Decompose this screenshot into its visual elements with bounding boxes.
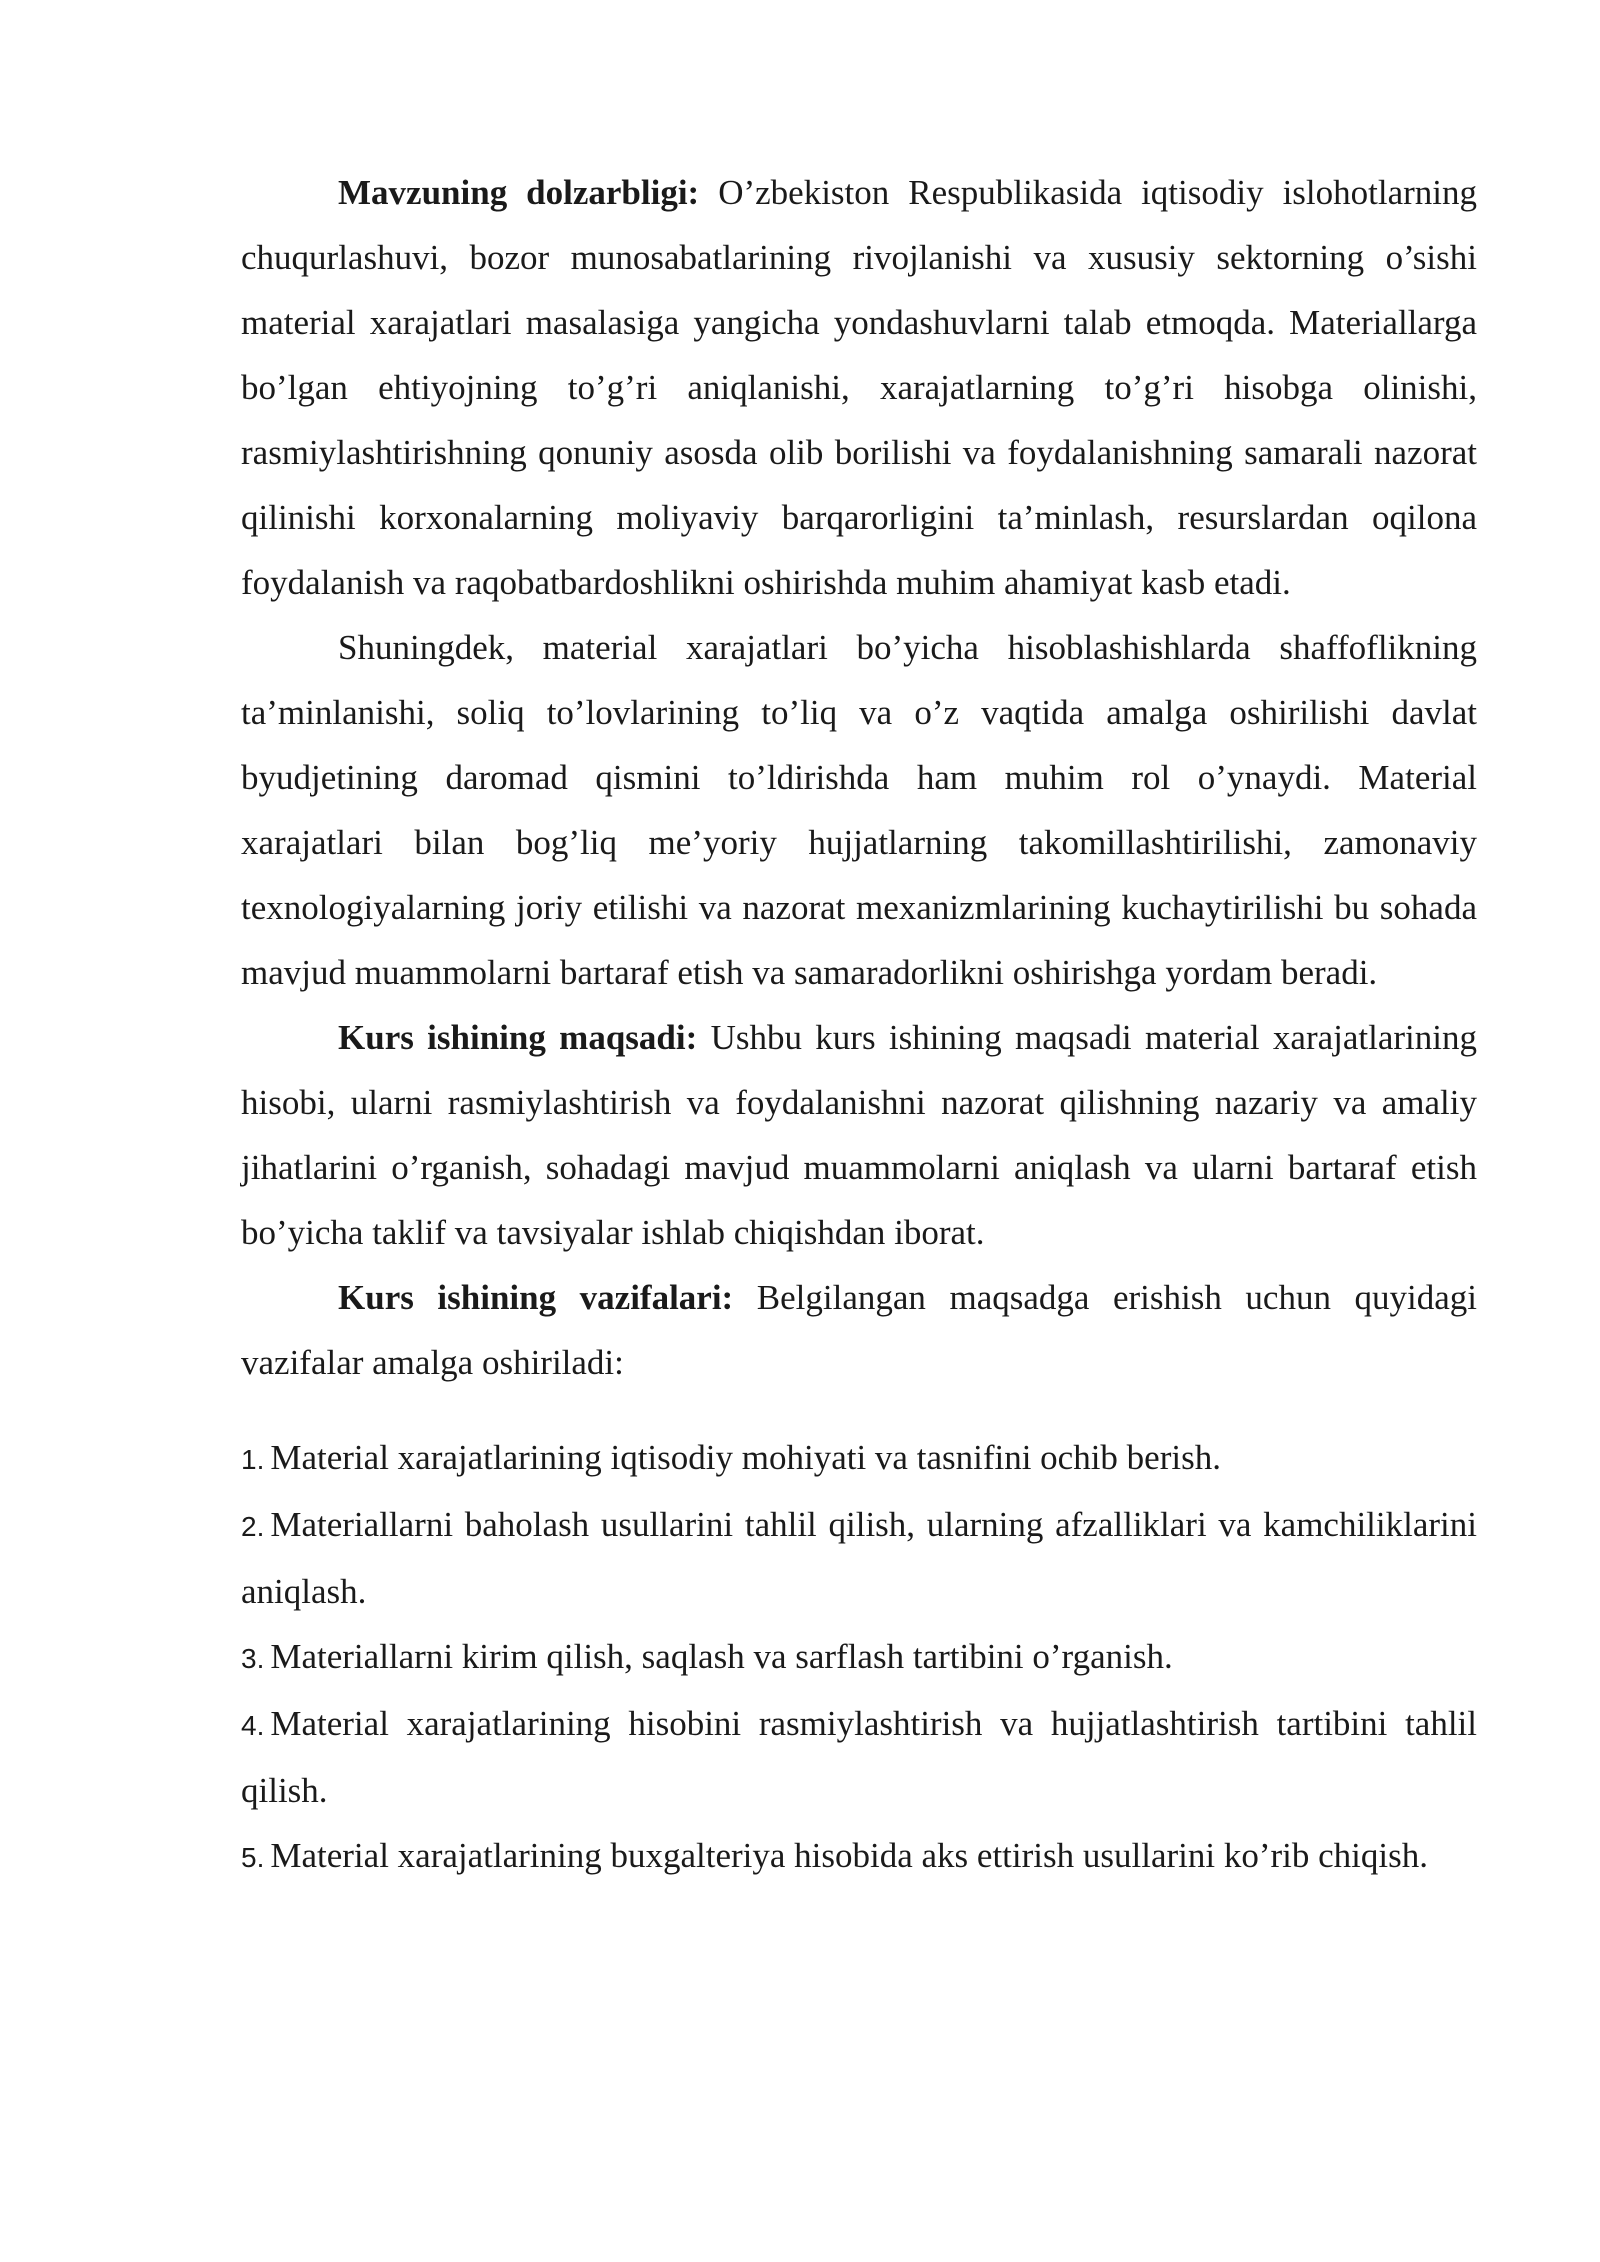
paragraph-additional xyxy=(241,615,1477,1005)
heading-tasks: Kurs ishining vazifalari: xyxy=(338,1278,734,1317)
tasks-list xyxy=(241,1425,1477,1890)
list-number: 5. xyxy=(241,1842,265,1873)
text-additional: Shuningdek, material xarajatlari bo’yicha hisoblashishlarda shaffoflikning ta’minlanishi, soliq to’lovlarining to’liq va o’z vaqtida amalga oshirilishi davlat byudjetining daromad qismini to’ldirishda ham muhim rol o’ynaydi. Material xarajatlari bilan bog’liq me’yoriy hujjatlarning takomillashtirilishi, zamonaviy texnologiyalarning joriy etilishi va nazorat mexanizmlarining kuchaytirilishi bu sohada mavjud muammolarni bartaraf etish va samaradorlikni oshirishga yordam beradi. xyxy=(241,628,1477,992)
paragraph-goal xyxy=(241,1005,1477,1265)
list-item xyxy=(241,1691,1477,1823)
paragraph-relevance xyxy=(241,160,1477,615)
list-text: Material xarajatlarining hisobini rasmiylashtirish va hujjatlashtirish tartibini tahlil qilish. xyxy=(241,1704,1477,1810)
list-number: 4. xyxy=(241,1710,265,1741)
list-item xyxy=(241,1823,1477,1890)
heading-goal: Kurs ishining maqsadi: xyxy=(338,1018,698,1057)
paragraph-tasks xyxy=(241,1265,1477,1395)
list-text: Materiallarni kirim qilish, saqlash va sarflash tartibini o’rganish. xyxy=(270,1637,1173,1676)
list-number: 3. xyxy=(241,1643,265,1674)
list-item xyxy=(241,1624,1477,1691)
document-page xyxy=(241,160,1477,1890)
list-number: 1. xyxy=(241,1444,265,1475)
list-text: Material xarajatlarining buxgalteriya hisobida aks ettirish usullarini ko’rib chiqish. xyxy=(270,1836,1428,1875)
list-item xyxy=(241,1425,1477,1492)
text-relevance: O’zbekiston Respublikasida iqtisodiy islohotlarning chuqurlashuvi, bozor munosabatlarining rivojlanishi va xususiy sektorning o’sishi material xarajatlari masalasiga yangicha yondashuvlarni talab etmoqda. Materiallarga bo’lgan ehtiyojning to’g’ri aniqlanishi, xarajatlarning to’g’ri hisobga olinishi, rasmiylashtirishning qonuniy asosda olib borilishi va foydalanishning samarali nazorat qilinishi korxonalarning moliyaviy barqarorligini ta’minlash, resurslardan oqilona foydalanish va raqobatbardoshlikni oshirishda muhim ahamiyat kasb etadi. xyxy=(241,173,1477,602)
list-item xyxy=(241,1492,1477,1624)
text-tasks: Belgilangan maqsadga erishish uchun quyidagi vazifalar amalga oshiriladi: xyxy=(241,1278,1477,1382)
text-goal: Ushbu kurs ishining maqsadi material xarajatlarining hisobi, ularni rasmiylashtirish va foydalanishni nazorat qilishning nazariy va amaliy jihatlarini o’rganish, sohadagi mavjud muammolarni aniqlash va ularni bartaraf etish bo’yicha taklif va tavsiyalar ishlab chiqishdan iborat. xyxy=(241,1018,1478,1252)
list-number: 2. xyxy=(241,1511,265,1542)
heading-relevance: Mavzuning dolzarbligi: xyxy=(338,173,700,212)
list-text: Material xarajatlarining iqtisodiy mohiyati va tasnifini ochib berish. xyxy=(270,1438,1221,1477)
list-text: Materiallarni baholash usullarini tahlil qilish, ularning afzalliklari va kamchiliklarini aniqlash. xyxy=(241,1505,1477,1611)
